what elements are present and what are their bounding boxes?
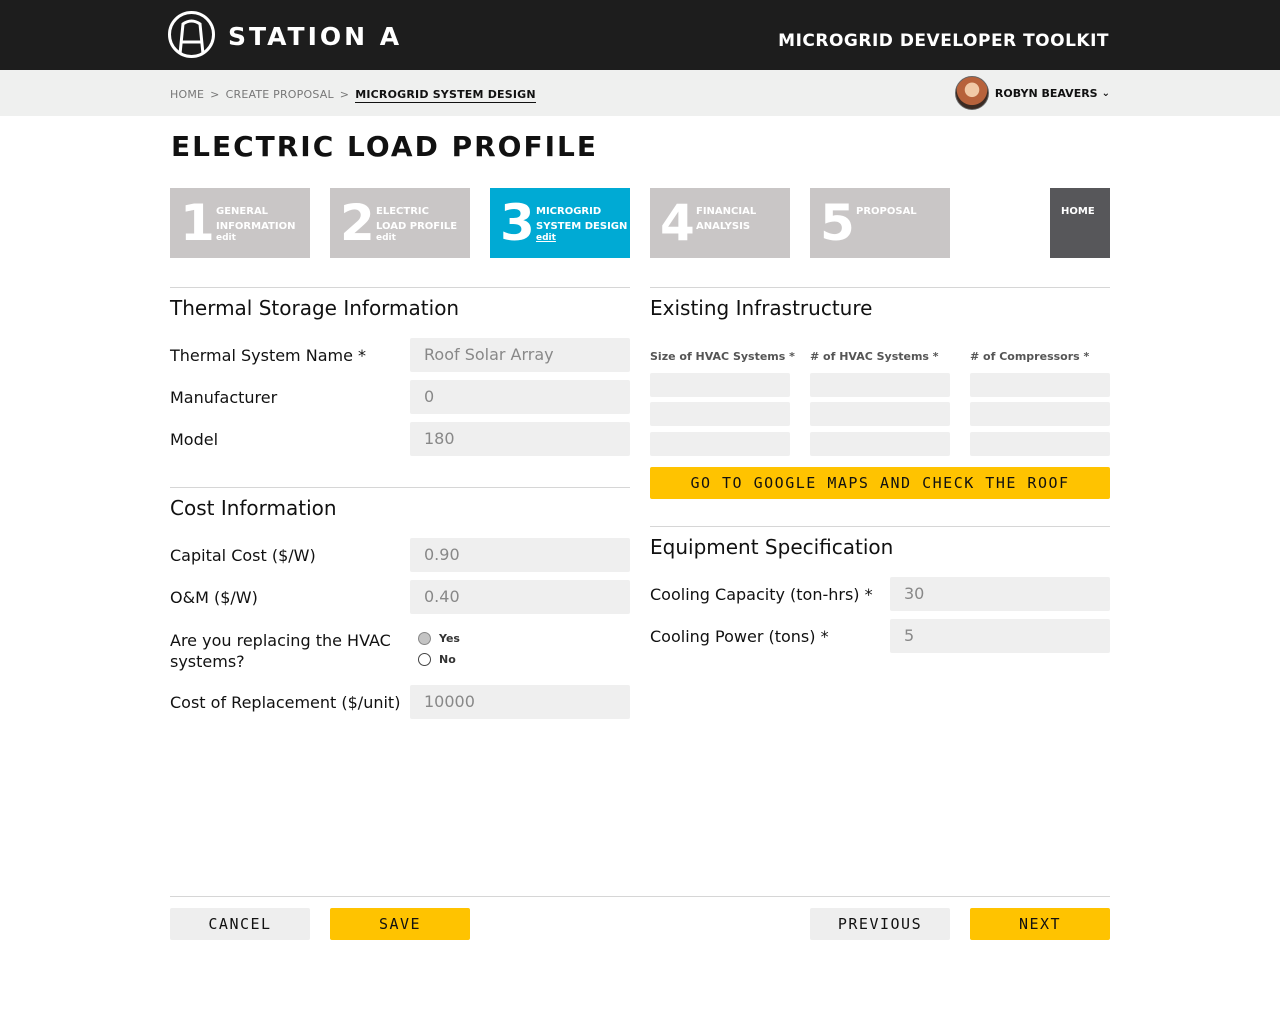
step-label: [536, 204, 627, 234]
cost-section-title: Cost Information: [170, 496, 337, 520]
divider: [170, 487, 630, 488]
next-button[interactable]: NEXT: [970, 908, 1110, 940]
step-label-line: PROPOSAL: [856, 206, 917, 217]
step-label-line: ELECTRIC: [376, 206, 429, 217]
step-label-line: ANALYSIS: [696, 221, 751, 232]
radio-no[interactable]: [418, 653, 456, 666]
cancel-button[interactable]: CANCEL: [170, 908, 310, 940]
hvac-count-column-header: # of HVAC Systems *: [810, 350, 939, 363]
breadcrumb: [170, 88, 536, 103]
replacement-cost-input[interactable]: 10000: [410, 685, 630, 719]
hvac-count-input[interactable]: [810, 432, 950, 456]
station-a-logo-icon[interactable]: [167, 10, 216, 59]
radio-yes[interactable]: [418, 632, 460, 645]
manufacturer-input[interactable]: 0: [410, 380, 630, 414]
radio-no-control[interactable]: [418, 653, 431, 666]
user-name[interactable]: ROBYN BEAVERS: [994, 86, 1098, 100]
radio-yes-label[interactable]: Yes: [439, 632, 460, 645]
hvac-count-input[interactable]: [810, 373, 950, 397]
cooling-capacity-label: Cooling Capacity (ton-hrs) *: [650, 585, 873, 604]
hvac-size-input[interactable]: [650, 373, 790, 397]
step-label-line: INFORMATION: [216, 221, 296, 232]
capital-cost-label: Capital Cost ($/W): [170, 546, 316, 565]
hvac-size-input[interactable]: [650, 402, 790, 426]
step-label: [376, 204, 457, 234]
previous-button[interactable]: PREVIOUS: [810, 908, 950, 940]
page-title: ELECTRIC LOAD PROFILE: [171, 130, 598, 163]
step-edit-link[interactable]: edit: [216, 233, 236, 243]
divider: [650, 287, 1110, 288]
hvac-size-column-header: Size of HVAC Systems *: [650, 350, 795, 363]
step-label-line: MICROGRID: [536, 206, 602, 217]
save-button[interactable]: SAVE: [330, 908, 470, 940]
step-number: 4: [660, 194, 695, 252]
replacement-cost-label: Cost of Replacement ($/unit): [170, 693, 401, 712]
compressor-count-input[interactable]: [970, 402, 1110, 426]
capital-cost-input[interactable]: 0.90: [410, 538, 630, 572]
google-maps-button[interactable]: GO TO GOOGLE MAPS AND CHECK THE ROOF: [650, 467, 1110, 499]
replacing-hvac-label-line: Are you replacing the HVAC: [170, 631, 391, 650]
user-menu[interactable]: [955, 76, 1110, 110]
radio-no-label[interactable]: No: [439, 653, 456, 666]
step-label: [696, 204, 756, 234]
breadcrumb-separator: >: [210, 88, 220, 101]
step-electric-load-profile[interactable]: [330, 188, 470, 258]
divider: [170, 287, 630, 288]
step-home-button[interactable]: HOME: [1050, 188, 1110, 258]
step-general-information[interactable]: [170, 188, 310, 258]
footer-divider: [170, 896, 1110, 897]
om-cost-input[interactable]: 0.40: [410, 580, 630, 614]
cooling-power-label: Cooling Power (tons) *: [650, 627, 829, 646]
thermal-section-title: Thermal Storage Information: [170, 296, 460, 320]
breadcrumb-bar: [0, 70, 1280, 116]
breadcrumb-home[interactable]: HOME: [170, 88, 205, 101]
manufacturer-label: Manufacturer: [170, 388, 278, 407]
model-input[interactable]: 180: [410, 422, 630, 456]
cooling-capacity-input[interactable]: 30: [890, 577, 1110, 611]
compressor-count-input[interactable]: [970, 432, 1110, 456]
compressor-count-column-header: # of Compressors *: [970, 350, 1090, 363]
hvac-size-input[interactable]: [650, 432, 790, 456]
step-label-line: GENERAL: [216, 206, 269, 217]
thermal-system-name-label: Thermal System Name *: [170, 346, 367, 365]
compressor-count-input[interactable]: [970, 373, 1110, 397]
app-title: MICROGRID DEVELOPER TOOLKIT: [778, 31, 1109, 51]
infrastructure-section-title: Existing Infrastructure: [650, 296, 873, 320]
step-number: 2: [340, 194, 375, 252]
step-label-line: FINANCIAL: [696, 206, 757, 217]
step-label-line: SYSTEM DESIGN: [536, 221, 628, 232]
breadcrumb-separator: >: [339, 88, 350, 101]
replacing-hvac-label-line: systems?: [170, 652, 245, 671]
hvac-count-input[interactable]: [810, 402, 950, 426]
step-financial-analysis[interactable]: [650, 188, 790, 258]
avatar[interactable]: [955, 76, 989, 110]
cooling-power-input[interactable]: 5: [890, 619, 1110, 653]
chevron-down-icon[interactable]: ⌄: [1101, 87, 1110, 99]
divider: [650, 526, 1110, 527]
radio-yes-control[interactable]: [418, 632, 431, 645]
brand-name[interactable]: STATION A: [228, 22, 403, 51]
breadcrumb-current: MICROGRID SYSTEM DESIGN: [355, 88, 536, 101]
step-edit-link[interactable]: edit: [536, 233, 556, 243]
replacing-hvac-label: [170, 630, 391, 672]
step-number: 1: [180, 194, 215, 252]
step-label: [216, 204, 295, 234]
step-number: 5: [820, 194, 855, 252]
step-proposal[interactable]: [810, 188, 950, 258]
thermal-system-name-input[interactable]: Roof Solar Array: [410, 338, 630, 372]
breadcrumb-create-proposal[interactable]: CREATE PROPOSAL: [225, 88, 334, 101]
step-microgrid-system-design[interactable]: [490, 188, 630, 258]
step-label-line: LOAD PROFILE: [376, 221, 458, 232]
step-number: 3: [500, 194, 535, 252]
top-bar: [0, 0, 1280, 70]
step-edit-link[interactable]: edit: [376, 233, 396, 243]
om-cost-label: O&M ($/W): [170, 588, 258, 607]
step-label: [856, 204, 917, 219]
equipment-section-title: Equipment Specification: [650, 535, 894, 559]
model-label: Model: [170, 430, 219, 449]
